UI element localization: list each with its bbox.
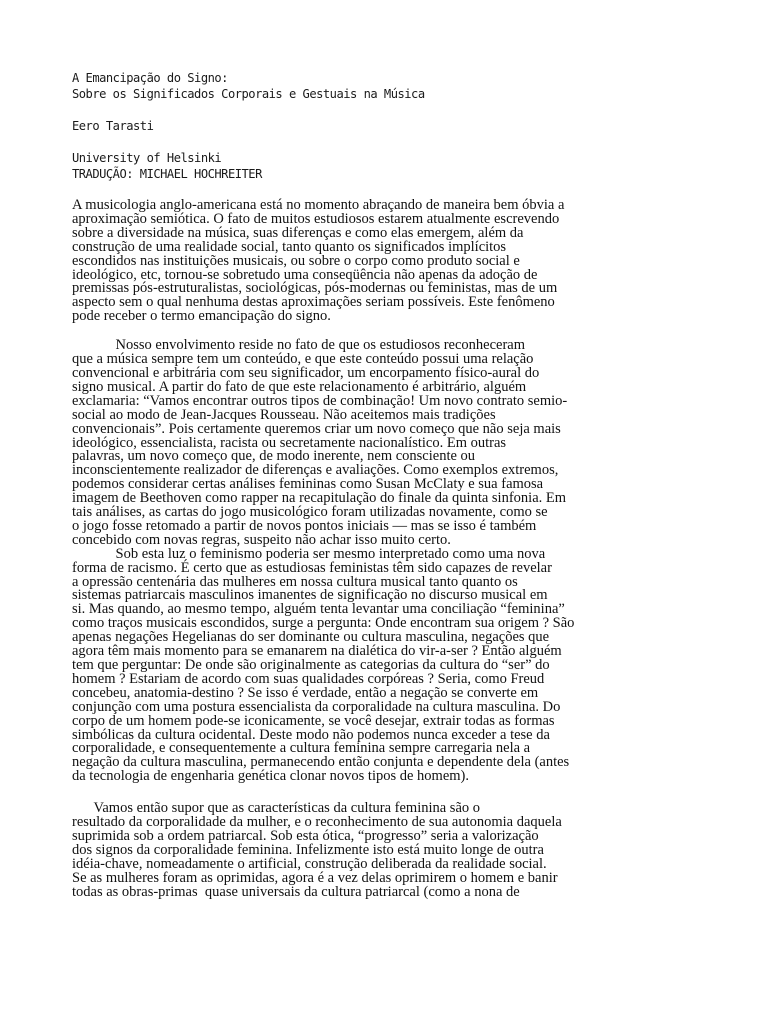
text-line: corporalidade, e consequentemente a cultura feminina sempre carregaria nela a: [72, 740, 531, 757]
document-header: [72, 70, 700, 182]
text-line: aspecto sem o qual nenhuma destas aproximações seriam possíveis. Este fenômeno: [72, 294, 555, 311]
text-line: negação da cultura masculina, permanecendo então conjunta e dependente dela (antes: [72, 754, 570, 771]
text-line: exclamaria: “Vamos encontrar outros tipos de combinação! Um novo contrato semio-: [72, 392, 568, 409]
text-line: construção de uma realidade social, tanto quanto os significados implícitos: [72, 238, 507, 255]
text-line: idéia-chave, nomeadamente o artificial, construção deliberada da realidade social.: [72, 855, 547, 872]
text-line: Nosso envolvimento reside no fato de que os estudiosos reconheceram: [72, 337, 526, 354]
text-line: concebeu, anatomia-destino ? Se isso é verdade, então a negação se converte em: [72, 684, 539, 701]
text-line: agora têm mais momento para se emanarem na dialética do vir-a-ser ? Então alguém: [72, 643, 562, 660]
text-line: Se as mulheres foram as oprimidas, agora é a vez delas oprimirem o homem e banir: [72, 869, 558, 886]
paragraph-body-1: [72, 339, 700, 548]
text-line: dos signos da corporalidade feminina. Infelizmente isto está muito longe de outra: [72, 841, 544, 858]
text-line: Vamos então supor que as características da cultura feminina são o: [72, 800, 481, 817]
text-line: palavras, um novo começo que, de modo inerente, nem consciente ou: [72, 448, 476, 465]
spacer: [72, 102, 700, 118]
text-line: da tecnologia de engenharia genética clonar novos tipos de homem).: [72, 768, 469, 785]
text-line: simbólicas da cultura ocidental. Deste modo não podemos nunca exceder a tese da: [72, 726, 550, 743]
text-line: concebido com novas regras, suspeito não achar isso muito certo.: [72, 531, 451, 548]
text-line: o jogo fosse retomado a partir de novos pontos iniciais — mas se isso é também: [72, 517, 537, 534]
text-line: conjunção com uma postura essencialista da corporalidade na cultura masculina. Do: [72, 698, 561, 715]
text-line: Sob esta luz o feminismo poderia ser mesmo interpretado como uma nova: [72, 545, 546, 562]
text-line: aproximação semiótica. O fato de muitos estudiosos estarem atualmente escrevendo: [72, 210, 560, 227]
text-line: apenas negações Hegelianas do ser dominante ou cultura masculina, negações que: [72, 629, 550, 646]
text-line: resultado da corporalidade da mulher, e o reconhecimento de sua autonomia daquela: [72, 814, 562, 831]
text-line: ideológico, essencialista, racista ou secretamente nacionalístico. Em outras: [72, 434, 507, 451]
paragraph-body-2: [72, 545, 700, 785]
text-line: corpo de um homem pode-se iconicamente, se você desejar, extrair todas as formas: [72, 712, 555, 729]
text-line: pode receber o termo emancipação do signo.: [72, 308, 331, 325]
text-line: homem ? Estariam de acordo com suas qualidades corpóreas ? Seria, como Freud: [72, 670, 545, 687]
text-line: imagem de Beethoven como rapper na recapitulação do finale da quinta sinfonia. Em: [72, 490, 567, 507]
text-line: ideológico, etc, tornou-se sobretudo uma conseqüência não apenas da adoção de: [72, 266, 538, 283]
text-line: escondidos nas instituições musicais, ou sobre o corpo como produto social e: [72, 252, 520, 269]
title-line-2: Sobre os Significados Corporais e Gestuais na Música: [72, 87, 425, 101]
author-name: Eero Tarasti: [72, 119, 154, 133]
text-line: como traços musicais escondidos, surge a pergunta: Onde encontram sua origem ? São: [72, 615, 575, 632]
text-line: suprimida sob a ordem patriarcal. Sob esta ótica, “progresso” seria a valorização: [72, 827, 539, 844]
text-line: inconscientemente realizador de diferenças e avaliações. Como exemplos extremos,: [72, 462, 559, 479]
document-page: [72, 70, 700, 900]
text-line: social ao modo de Jean-Jacques Rousseau. Não aceitemos mais tradições: [72, 406, 496, 423]
text-line: premissas pós-estruturalistas, sociológicas, pós-modernas ou feministas, mas de um: [72, 280, 558, 297]
spacer: [72, 134, 700, 150]
text-line: signo musical. A partir do fato de que este relacionamento é arbitrário, alguém: [72, 378, 527, 395]
text-line: tais análises, as cartas do jogo musicológico foram utilizadas novamente, como se: [72, 504, 548, 521]
text-line: a opressão centenária das mulheres em nossa cultura musical tanto quanto os: [72, 573, 518, 590]
text-line: tem que perguntar: De onde são originalmente as categorias da cultura do “ser” do: [72, 657, 550, 673]
text-line: A musicologia anglo-americana está no momento abraçando de maneira bem óbvia a: [72, 197, 565, 213]
text-line: que a música sempre tem um conteúdo, e que este conteúdo possui uma relação: [72, 351, 534, 368]
text-line: sobre a diversidade na música, suas diferenças e como elas emergem, além da: [72, 224, 524, 241]
text-line: convencionais”. Pois certamente queremos criar um novo começo que não seja mais: [72, 420, 561, 437]
title-line-1: A Emancipação do Signo:: [72, 71, 228, 85]
text-line: podemos considerar certas análises femininas como Susan McClaty e sua famosa: [72, 476, 544, 493]
paragraph-intro: [72, 199, 700, 324]
paragraph-body-3: [72, 802, 700, 899]
text-line: sistemas patriarcais masculinos imanentes de significação no discurso musical em: [72, 587, 548, 604]
translation-credit: TRADUÇÃO: MICHAEL HOCHREITER: [72, 167, 262, 181]
text-line: convencional e arbitrária com seu significador, um encorpamento físico-aural do: [72, 364, 540, 381]
text-line: forma de racismo. É certo que as estudiosas feministas têm sido capazes de revelar: [72, 559, 552, 576]
author-affiliation: University of Helsinki: [72, 151, 222, 165]
text-line: si. Mas quando, ao mesmo tempo, alguém tenta levantar uma conciliação “feminina”: [72, 601, 565, 618]
text-line: todas as obras-primas quase universais da cultura patriarcal (como a nona de: [72, 883, 520, 900]
